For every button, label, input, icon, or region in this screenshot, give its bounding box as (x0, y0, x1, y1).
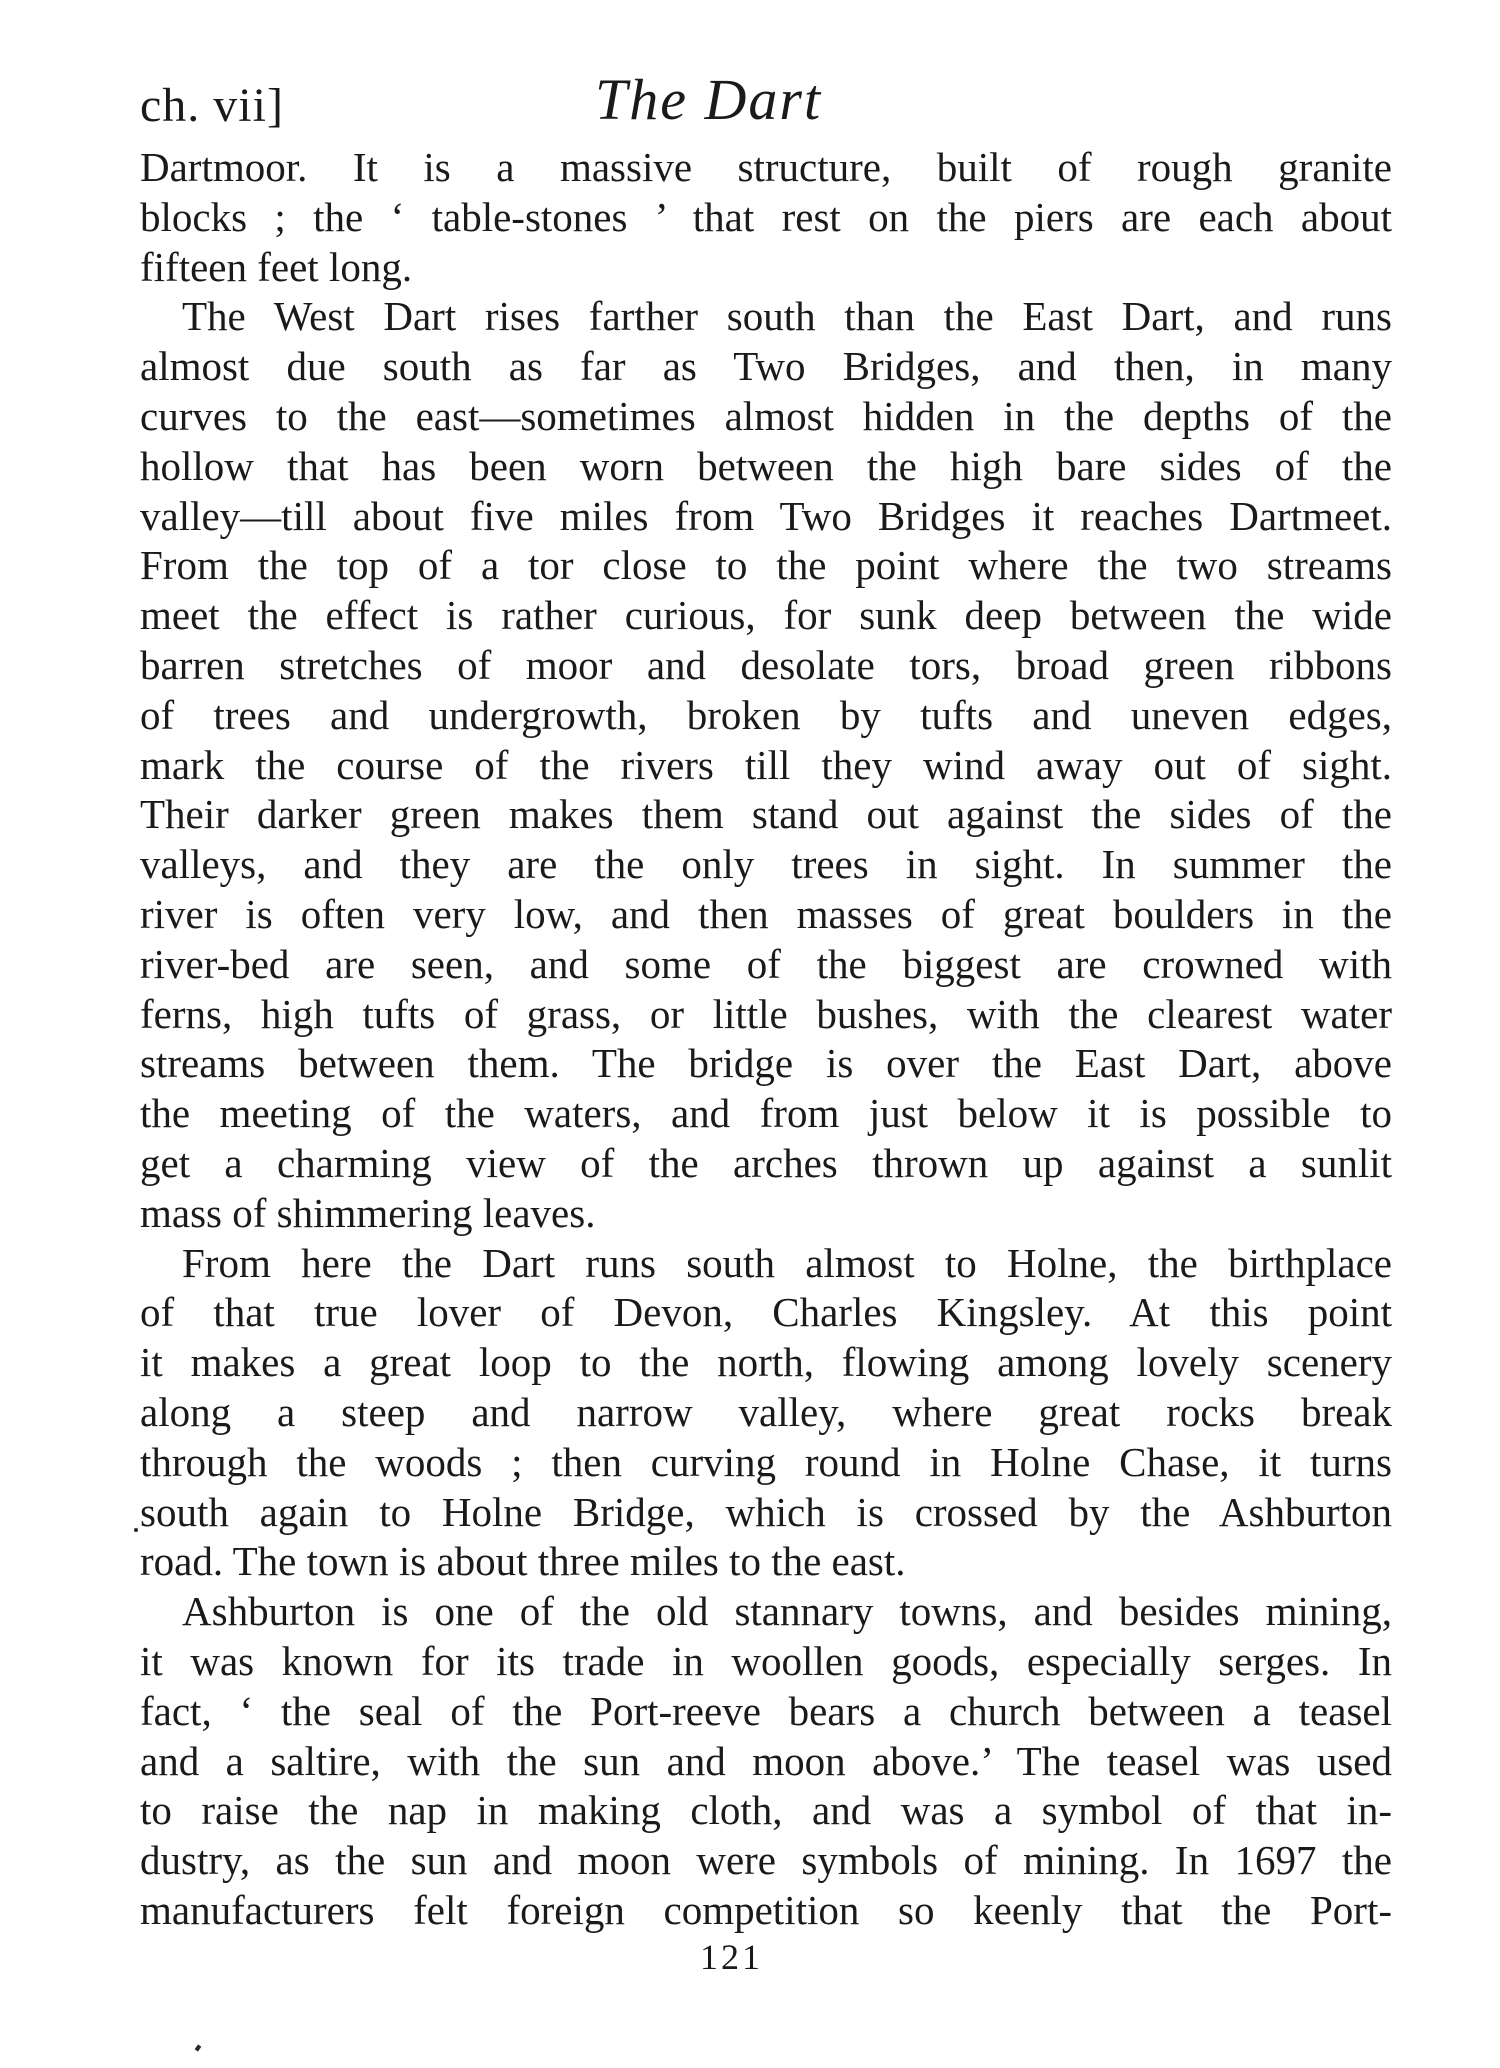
text-line: curves to the east—sometimes almost hidden in the depths of the (140, 392, 1392, 439)
text-line: manufacturers felt foreign competition so keenly that the Port- (140, 1886, 1392, 1933)
text-line: valleys, and they are the only trees in sight. In summer the (140, 841, 1392, 888)
paragraph-2 (140, 292, 1392, 1238)
text-line: fifteen feet long. (140, 243, 413, 290)
text-line: along a steep and narrow valley, where great rocks break (140, 1388, 1392, 1435)
chapter-reference: ch. vii] (140, 79, 284, 132)
text-line: From here the Dart runs south almost to Holne, the birthplace (182, 1239, 1392, 1286)
text-line: the meeting of the waters, and from just below it is possible to (140, 1090, 1392, 1137)
text-line: barren stretches of moor and desolate tors, broad green ribbons (140, 641, 1392, 688)
text-line: mark the course of the rivers till they wind away out of sight. (140, 741, 1392, 788)
paragraph-3 (140, 1239, 1392, 1588)
text-line: it was known for its trade in woollen goods, especially serges. In (140, 1637, 1392, 1684)
text-line: Their darker green makes them stand out against the sides of the (140, 791, 1392, 838)
print-speck (134, 1528, 138, 1532)
text-line: ferns, high tufts of grass, or little bushes, with the clearest water (140, 990, 1392, 1037)
text-line: get a charming view of the arches thrown up against a sunlit (140, 1139, 1392, 1186)
text-line: of trees and undergrowth, broken by tufts and uneven edges, (140, 691, 1392, 738)
text-line: road. The town is about three miles to the east. (140, 1538, 906, 1585)
paragraph-4 (140, 1587, 1392, 1936)
text-line: mass of shimmering leaves. (140, 1189, 596, 1236)
running-title: The Dart (595, 67, 823, 132)
text-line: blocks ; the ‘ table-stones ’ that rest on the piers are each about (140, 193, 1392, 240)
text-line: meet the effect is rather curious, for sunk deep between the wide (140, 592, 1392, 639)
text-line: south again to Holne Bridge, which is crossed by the Ashburton (140, 1488, 1392, 1535)
text-line: and a saltire, with the sun and moon above.’ The teasel was used (140, 1737, 1392, 1784)
text-line: From the top of a tor close to the point where the two streams (140, 542, 1392, 589)
text-line: river is often very low, and then masses of great boulders in the (140, 890, 1392, 937)
text-line: to raise the nap in making cloth, and was a symbol of that in- (140, 1787, 1392, 1834)
text-line: hollow that has been worn between the high bare sides of the (140, 442, 1392, 489)
text-line: of that true lover of Devon, Charles Kingsley. At this point (140, 1289, 1392, 1336)
running-head (140, 60, 1390, 150)
text-line: almost due south as far as Two Bridges, and then, in many (140, 343, 1392, 390)
body-text (140, 143, 1392, 1936)
paragraph-1 (140, 143, 1392, 292)
text-line: fact, ‘ the seal of the Port-reeve bears a church between a teasel (140, 1687, 1392, 1734)
text-line: it makes a great loop to the north, flowing among lovely scenery (140, 1339, 1392, 1386)
text-line: river-bed are seen, and some of the biggest are crowned with (140, 940, 1392, 987)
text-line: streams between them. The bridge is over the East Dart, above (140, 1040, 1392, 1087)
text-line: through the woods ; then curving round in Holne Chase, it turns (140, 1438, 1392, 1485)
text-line: dustry, as the sun and moon were symbols of mining. In 1697 the (140, 1837, 1392, 1884)
print-speck (195, 2044, 202, 2051)
page-number: 121 (700, 1937, 763, 1977)
text-line: Ashburton is one of the old stannary towns, and besides mining, (182, 1588, 1392, 1635)
text-line: The West Dart rises farther south than the East Dart, and runs (182, 293, 1392, 340)
text-line: Dartmoor. It is a massive structure, built of rough granite (140, 144, 1392, 190)
text-line: valley—till about five miles from Two Bridges it reaches Dartmeet. (140, 492, 1392, 539)
